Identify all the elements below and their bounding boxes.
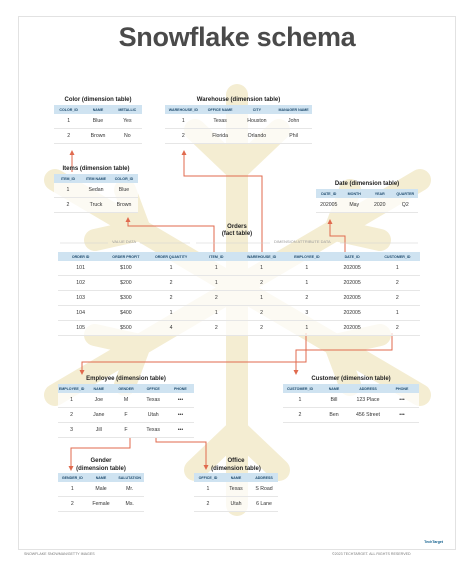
table-row: 103 $300 2 2 1 2 202005 2 (58, 291, 420, 306)
dimension-attribute-data-label: DIMENSION ATTRIBUTE DATA (274, 239, 331, 244)
date-table-caption: Date (dimension table) (334, 181, 400, 187)
orders-fact-table (58, 252, 420, 336)
items-table-caption: Items (dimension table) (62, 166, 130, 172)
table-row: 1 Texas S Road (194, 482, 278, 497)
table-row: 1 Male Mr. (58, 482, 144, 497)
value-data-label: VALUE DATA (112, 239, 137, 244)
table-row: 3 Jill F Texas ••• (58, 423, 194, 438)
table-row: 105 $500 4 2 2 1 202005 2 (58, 321, 420, 336)
table-row: 2 Ben 456 Street ••• (283, 408, 419, 423)
gender-table-header: GENDER_ID NAME SALUTATION (58, 473, 144, 482)
color-table-header: COLOR_ID NAME METALLIC (54, 105, 142, 114)
footer-copyright: ©2023 TECHTARGET. ALL RIGHTS RESERVED (332, 552, 411, 556)
fact-table-header: ORDER ID ORDER PROFIT ORDER QUANTITY ITEM_ID WAREHOUSE_ID EMPLOYEE_ID DATE_ID CUSTOMER_ID (58, 252, 420, 261)
employee-table-caption: Employee (dimension table) (86, 376, 166, 382)
table-row: 202005 May 2020 Q2 (316, 198, 418, 213)
office-table-caption: Office (227, 458, 245, 464)
table-row: 1 Bill 123 Place ••• (283, 393, 419, 408)
table-row: 2 Jane F Utah ••• (58, 408, 194, 423)
footer-credit: SNOWFLAKE SNOWMAN/GETTY IMAGES (24, 552, 95, 556)
table-row: 2 Truck Brown (54, 198, 138, 213)
office-table-header: OFFICE_ID NAME ADDRESS (194, 473, 278, 482)
table-row: 1 Joe M Texas ••• (58, 393, 194, 408)
customer-table-caption: Customer (dimension table) (311, 376, 391, 382)
table-row: 1 Texas Houston John (165, 114, 312, 129)
employee-table-header: EMPLOYEE_ID NAME GENDER OFFICE PHONE (58, 384, 194, 393)
table-row: 102 $200 2 1 2 1 202005 2 (58, 276, 420, 291)
techtarget-logo: TechTarget (424, 540, 443, 544)
fact-table-caption: Orders (fact table) (221, 224, 253, 237)
table-row: 2 Brown No (54, 129, 142, 144)
table-row: 2 Florida Orlando Phil (165, 129, 312, 144)
customer-table-header: CUSTOMER_ID NAME ADDRESS PHONE (283, 384, 419, 393)
items-table-header: ITEM_ID ITEM NAME COLOR_ID (54, 174, 138, 183)
customer-table (283, 375, 419, 423)
table-row: 1 Sedan Blue (54, 183, 138, 198)
page-title: Snowflake schema (118, 22, 356, 52)
table-row: 1 Blue Yes (54, 114, 142, 129)
table-row: 104 $400 1 1 2 3 202005 1 (58, 306, 420, 321)
date-table-header: DATE_ID MONTH YEAR QUARTER (316, 189, 418, 198)
warehouse-table-header: WAREHOUSE_ID OFFICE NAME CITY MANAGER NAME (165, 105, 312, 114)
table-row: 101 $100 1 1 1 1 202005 1 (58, 261, 420, 276)
employee-table (58, 375, 194, 438)
table-row: 2 Female Ms. (58, 497, 144, 512)
color-table-caption: Color (dimension table) (64, 97, 132, 103)
warehouse-table-caption: Warehouse (dimension table) (196, 97, 281, 103)
gender-table-caption: Gender (90, 458, 112, 464)
office-table: Office (dimension table) OFFICE_ID NAME ADDRESS 1 Texas S Road 2 Utah 6 Lane (194, 458, 278, 512)
gender-table: Gender (dimension table) GENDER_ID NAME SALUTATION 1 Male Mr. 2 Female Ms. (58, 458, 144, 512)
table-row: 2 Utah 6 Lane (194, 497, 278, 512)
